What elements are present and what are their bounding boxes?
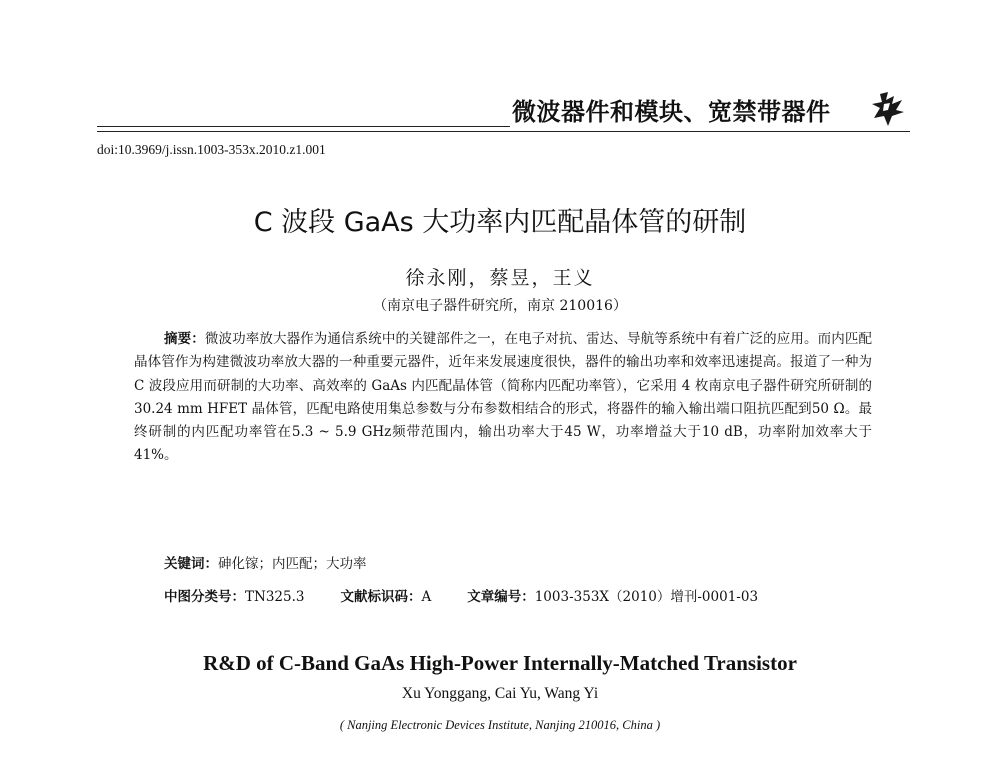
paper-title-chinese: C 波段 GaAs 大功率内匹配晶体管的研制	[253, 207, 747, 238]
doc-code-value: A	[421, 589, 432, 605]
clc-label: 中图分类号：	[164, 589, 245, 605]
section-title: 微波器件和模块、宽禁带器件	[512, 98, 831, 126]
doc-code-label: 文献标识码：	[340, 589, 422, 605]
authors-english: Xu Yonggang, Cai Yu, Wang Yi	[401, 685, 599, 702]
paper-title-english: R&D of C-Band GaAs High-Power Internally-Matched Transistor	[203, 651, 797, 675]
article-no-label: 文章编号：	[467, 589, 535, 605]
article-no-value: 1003-353X（2010）增刊-0001-03	[534, 589, 759, 605]
abstract-chinese	[134, 328, 872, 468]
header-rule-right	[510, 131, 910, 132]
keywords-text: 砷化镓；内匹配；大功率	[218, 556, 367, 572]
header-rule-left	[97, 131, 510, 132]
abstract-text: 微波功率放大器作为通信系统中的关键部件之一，在电子对抗、雷达、导航等系统中有着广泛的应用。而内匹配晶体管作为构建微波功率放大器的一种重要元器件，近年来发展速度很快，器件的输出功率和效率迅速提高。报道了一种为 C 波段应用而研制的大功率、高效率的 GaAs 内匹配晶体管（简称内匹配功率管），它采用 4 枚南京电子器件研究所研制的 30.24 mm HFET 晶体管，匹配电路使用集总参数与分布参数相结合的形式，将器件的输入输出端口阻抗匹配到50 Ω。最终研制的内匹配功率管在5.3 ~ 5.9 GHz频带范围内，输出功率大于45 W，功率增益大于10 dB，功率附加效率大于 41%。	[134, 331, 873, 464]
clc-value: TN325.3	[245, 589, 305, 605]
affiliation-chinese: （南京电子器件研究所，南京 210016）	[373, 298, 627, 314]
authors-chinese: 徐永刚，蔡昱，王义	[405, 267, 595, 289]
classification-line	[164, 585, 758, 605]
keywords	[164, 552, 367, 572]
keywords-label: 关键词：	[164, 556, 218, 572]
abstract-label: 摘要：	[164, 331, 205, 347]
header-rule-top	[97, 126, 510, 127]
doi: doi:10.3969/j.issn.1003-353x.2010.z1.001	[97, 142, 326, 157]
journal-logo-icon	[866, 88, 910, 130]
affiliation-english: ( Nanjing Electronic Devices Institute, Nanjing 210016, China )	[339, 718, 661, 732]
